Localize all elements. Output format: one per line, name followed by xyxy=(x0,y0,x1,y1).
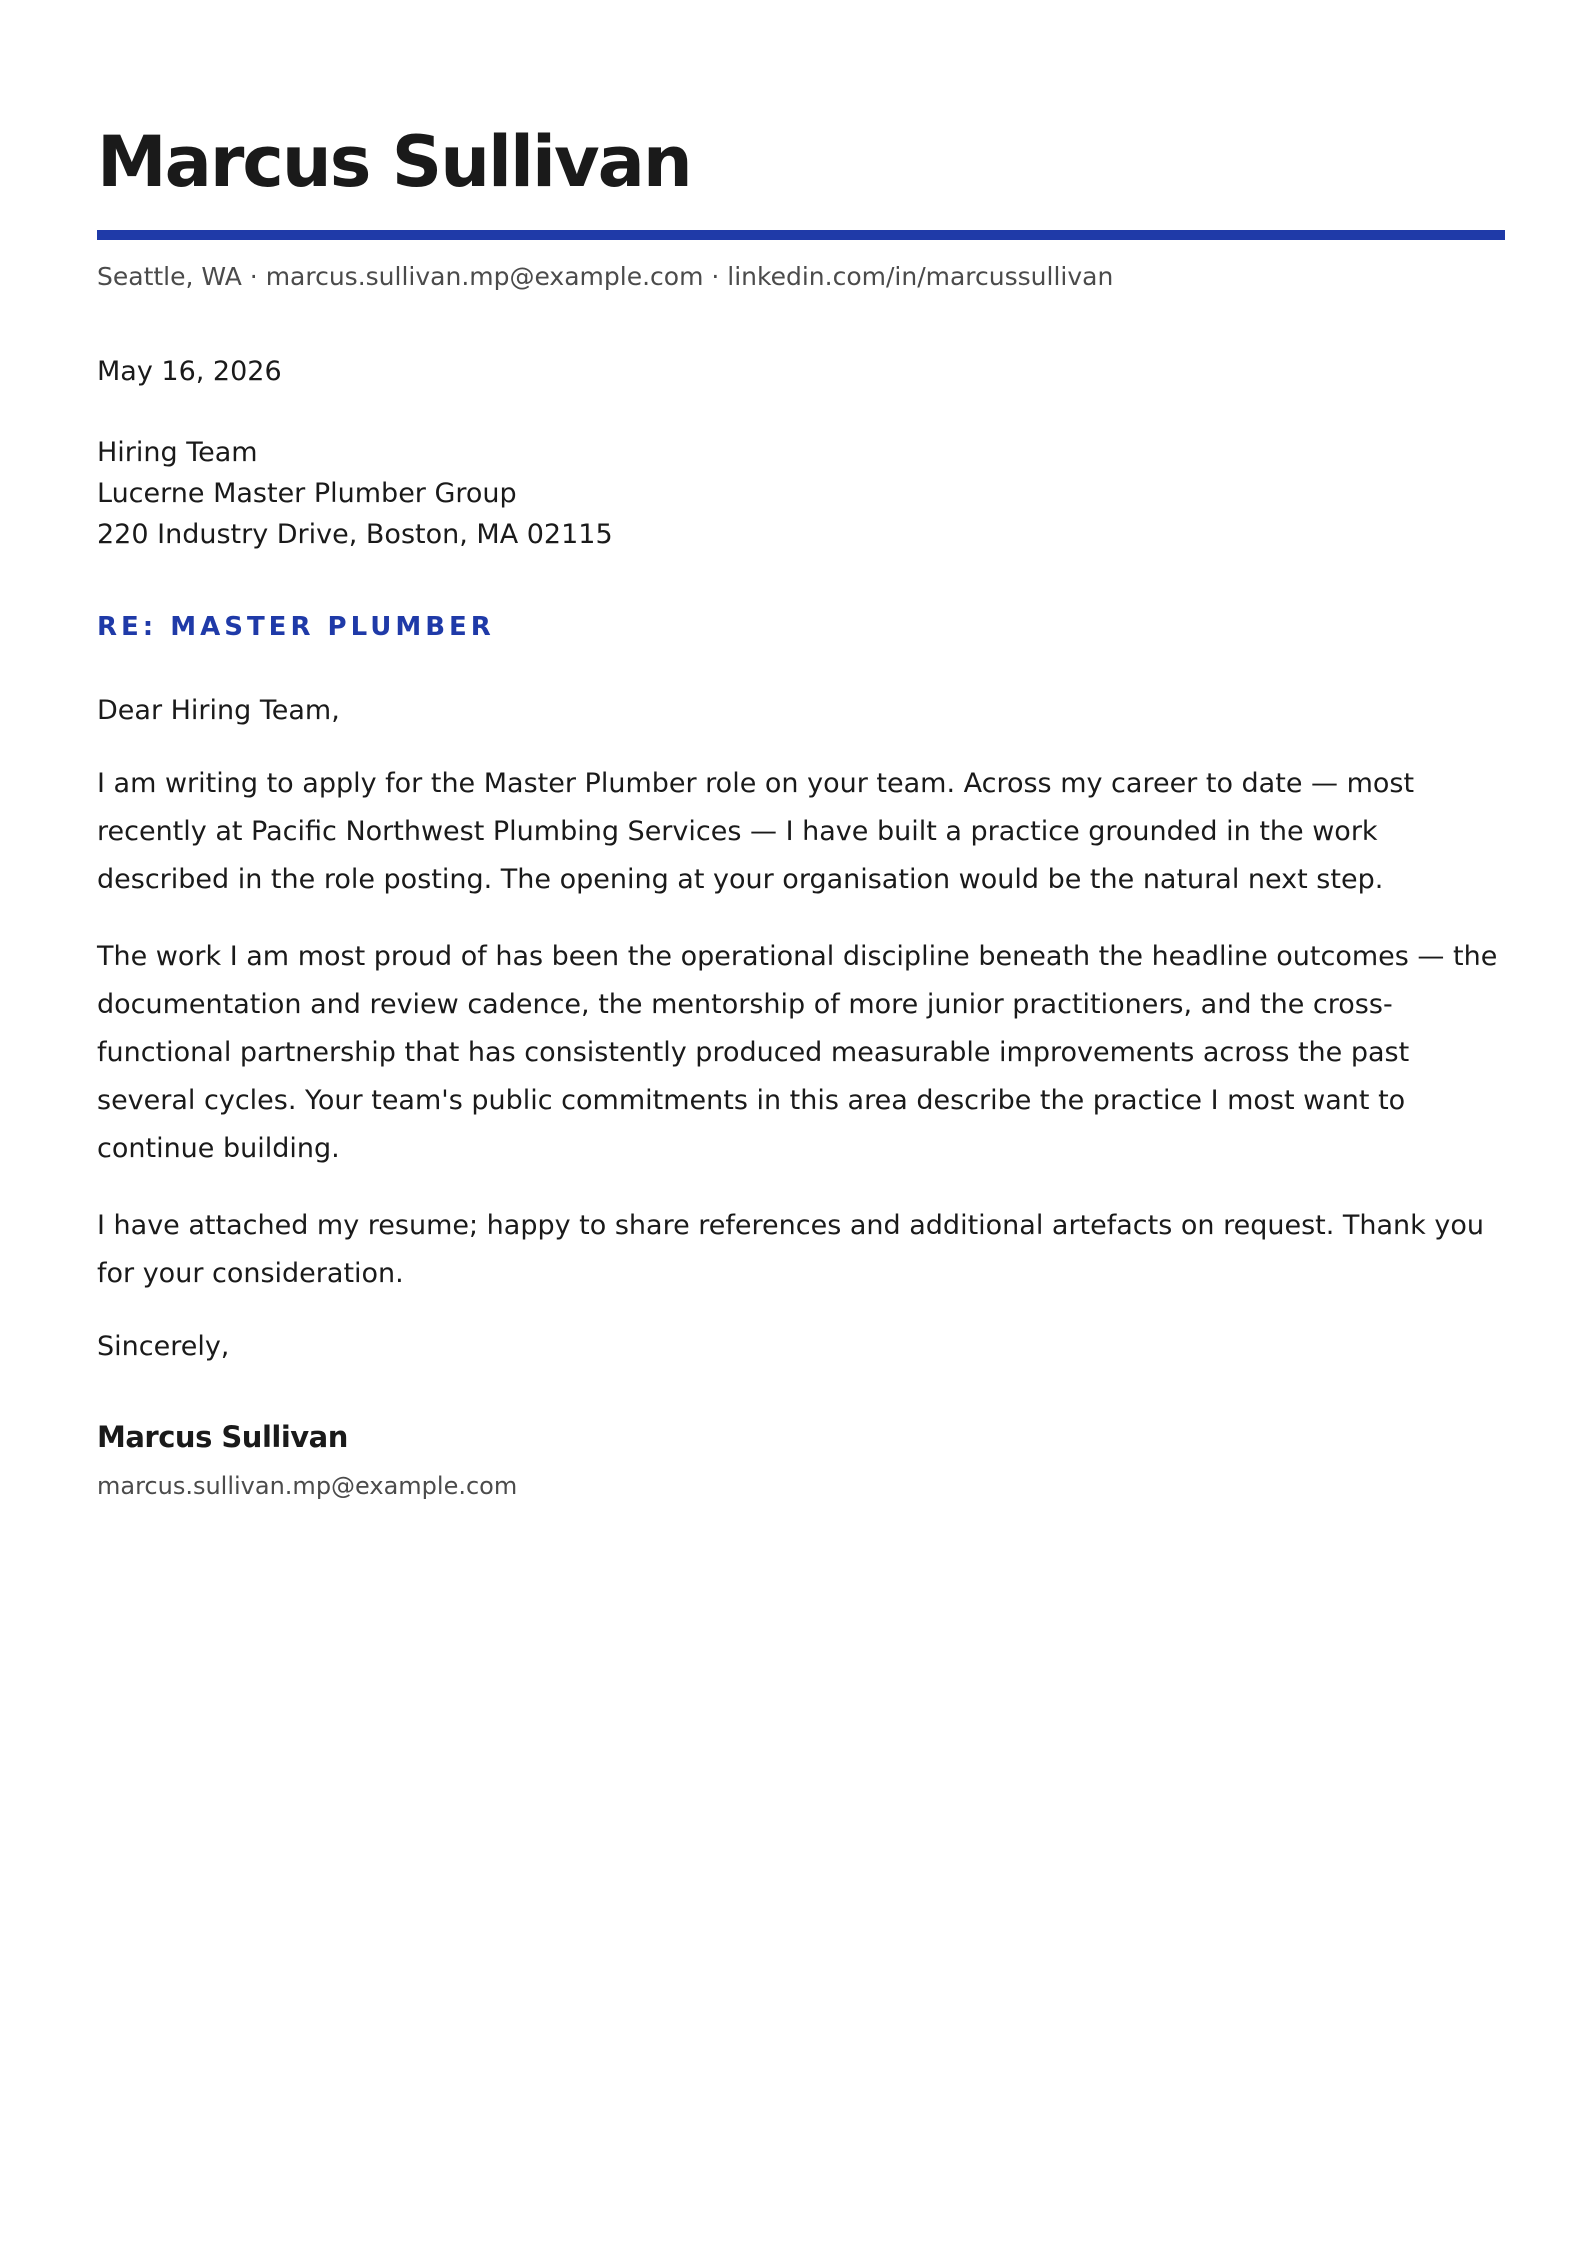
recipient-address: 220 Industry Drive, Boston, MA 02115 xyxy=(97,519,613,550)
letter-date: May 16, 2026 xyxy=(97,356,282,387)
applicant-name: Marcus Sullivan xyxy=(97,121,691,203)
closing: Sincerely, xyxy=(97,1331,230,1362)
recipient-line: Hiring Team xyxy=(97,437,258,468)
body-paragraph: I am writing to apply for the Master Plumber role on your team. Across my career to date — most recently at Pacific Northwest Plumbing Services — I have built a practice grounded in the work described in the role posting. The opening at your organisation would be the natural next step. xyxy=(97,768,1415,895)
contact-line: Seattle, WA · marcus.sullivan.mp@example.com · linkedin.com/in/marcussullivan xyxy=(97,262,1114,291)
header-divider xyxy=(97,230,1505,240)
recipient-block xyxy=(97,432,1491,555)
recipient-company: Lucerne Master Plumber Group xyxy=(97,478,517,509)
body-paragraph: I have attached my resume; happy to share references and additional artefacts on request. Thank you for your consideration. xyxy=(97,1210,1484,1289)
subject-line: RE: MASTER PLUMBER xyxy=(97,612,495,642)
signature-name: Marcus Sullivan xyxy=(97,1420,348,1454)
body-paragraph: The work I am most proud of has been the operational discipline beneath the headline outcomes — the documentation and review cadence, the mentorship of more junior practitioners, and the cross-functional partnership that has consistently produced measurable improvements across the past several cycles. Your team's public commitments in this area describe the practice I most want to continue building. xyxy=(97,941,1498,1164)
salutation: Dear Hiring Team, xyxy=(97,695,340,726)
signature-email: marcus.sullivan.mp@example.com xyxy=(97,1472,518,1500)
